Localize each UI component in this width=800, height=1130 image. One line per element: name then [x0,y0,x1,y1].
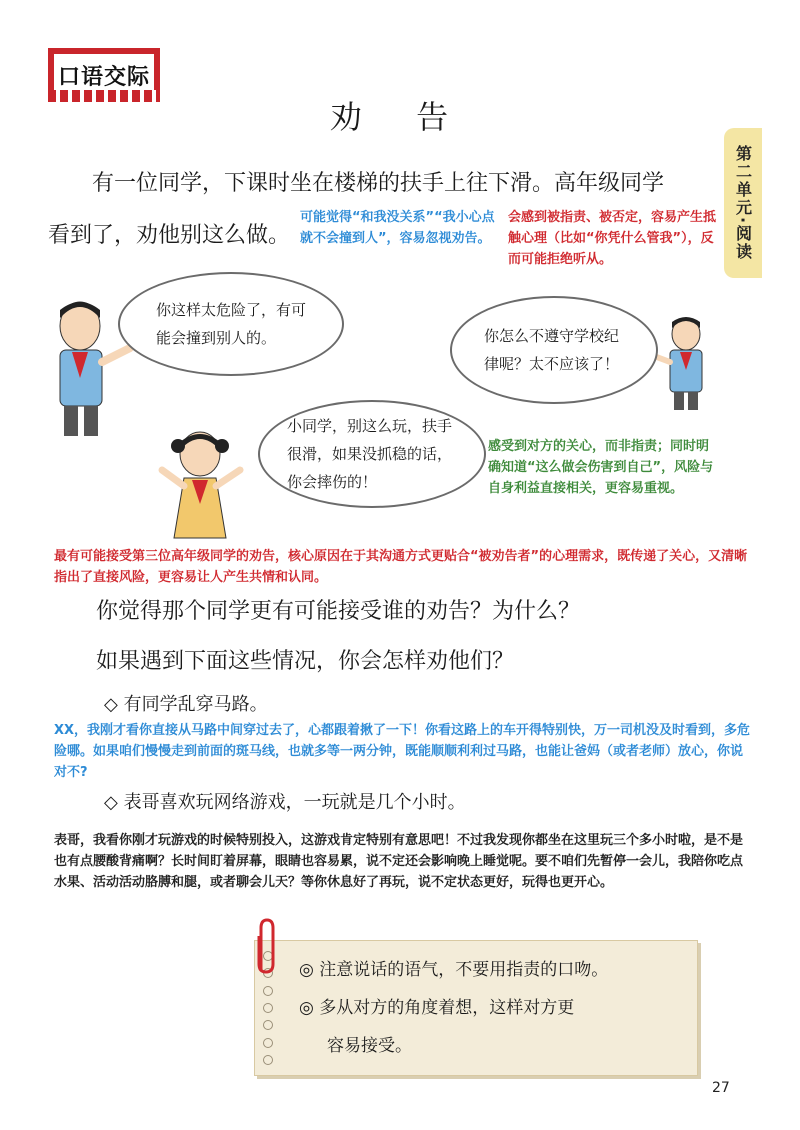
annotation-note-1: 可能觉得“和我没关系”“我小心点就不会撞到人”，容易忽视劝告。 [300,210,495,246]
speech-bubble-2 [450,296,658,404]
speech-bubble-2-text: 你怎么不遵守学校纪律呢？太不应该了！ [484,327,620,373]
tip-1: ◎ 注意说话的语气，不要用指责的口吻。 [299,960,609,980]
unit-side-tab: 第二单元·阅读 [724,128,762,278]
situation-2: ◇ 表哥喜欢玩网络游戏，一玩就是几个小时。 [104,792,466,813]
speech-bubble-1-text: 你这样太危险了，有可能会撞到别人的。 [156,301,307,347]
annotation-note-2: 会感到被指责、被否定，容易产生抵触心理（比如“你凭什么管我”），反而可能拒绝听从。 [508,210,717,267]
intro-line-1: 有一位同学，下课时坐在楼梯的扶手上往下滑。高年级同学 [92,171,665,196]
tip-3: 容易接受。 [327,1036,412,1056]
speech-bubble-1 [118,272,344,376]
page-title: 劝 告 [329,98,471,136]
situation-1: ◇ 有同学乱穿马路。 [104,694,268,715]
tip-card [254,940,698,1076]
annotation-note-3: 感受到对方的关心，而非指责；同时明确知道“这么做会伤害到自己”，风险与自身利益直接相关，更容易重视。 [488,439,714,496]
speech-bubble-3-text: 小同学，别这么玩，扶手很滑，如果没抓稳的话，你会摔伤的！ [287,417,453,491]
question-main: 你觉得那个同学更有可能接受谁的劝告？为什么？ [96,599,581,624]
girl-illustration [150,420,250,540]
answer-situation-1: XX，我刚才看你直接从马路中间穿过去了，心都跟着揪了一下！你看这路上的车开得特别快，万一司机没及时看到，多危险哪。如果咱们慢慢走到前面的斑马线，也就多等一两分钟，既能顺顺利利过马路，也能让爸妈（或者老师）放心，你说对不? [54,723,751,780]
tip-2: ◎ 多从对方的角度着想，这样对方更 [299,998,575,1018]
page-number: 27 [712,1080,730,1096]
banner-label: 口语交际 [57,64,150,90]
annotation-answer: 最有可能接受第三位高年级同学的劝告，核心原因在于其沟通方式更贴合“被劝告者”的心理需求，既传递了关心，又清晰指出了直接风险，更容易让人产生共情和认同。 [54,549,748,585]
intro-line-2: 看到了，劝他别这么做。 [48,223,291,248]
speech-bubble-3 [258,400,486,508]
boy-right-illustration [646,312,716,412]
question-situations: 如果遇到下面这些情况，你会怎样劝他们？ [96,649,515,674]
paperclip-icon [253,918,279,978]
answer-situation-2: 表哥，我看你刚才玩游戏的时候特别投入，这游戏肯定特别有意思吧！不过我发现你都坐在这里玩三个多小时啦，是不是也有点腰酸背痛啊？长时间盯着屏幕，眼睛也容易累，说不定还会影响晚上睡觉呢。要不咱们先暂停一会儿，我陪你吃点水果、活动活动胳膊和腿，或者聊会儿天？等你休息好了再玩，说不定状态更好，玩得也更开心。 [54,833,744,890]
